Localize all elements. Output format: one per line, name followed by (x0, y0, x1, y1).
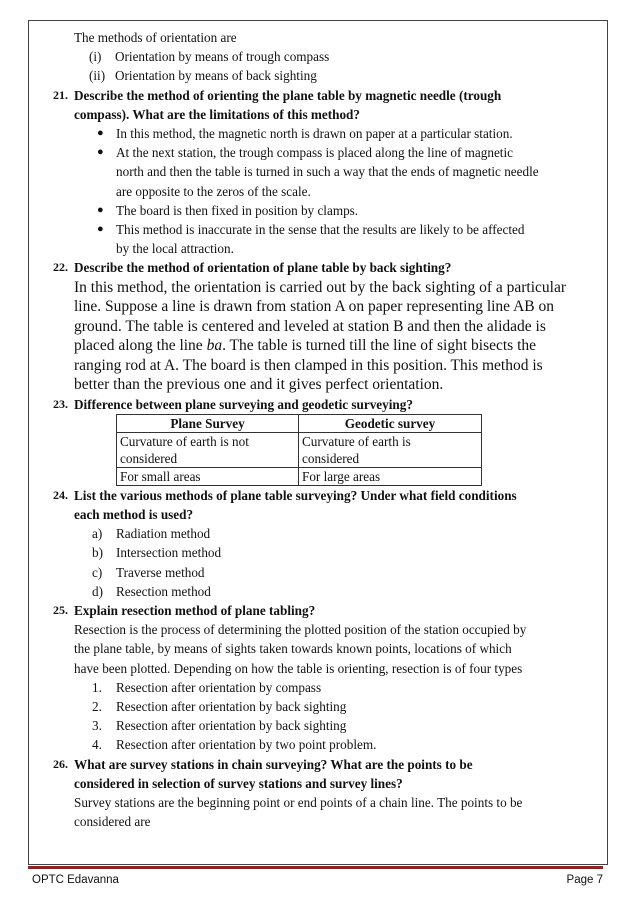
list-item: 3. Resection after orientation by back sighting (92, 718, 347, 734)
bullet-item: ● This method is inaccurate in the sense that the results are likely to be affected by the local attraction. (97, 222, 525, 257)
list-item: (i) Orientation by means of trough compass (89, 49, 330, 65)
table-row (117, 467, 482, 485)
page-content (48, 28, 600, 832)
table-row (117, 432, 482, 467)
bullet-item: ● In this method, the magnetic north is drawn on paper at a particular station. (48, 124, 600, 143)
comparison-table (116, 414, 482, 486)
bullet-icon: ● (97, 223, 104, 236)
list-item: (ii) Orientation by means of back sighting (89, 68, 317, 84)
list-item: d) Resection method (92, 583, 211, 599)
footer-divider (28, 866, 603, 869)
page-number: Page 7 (566, 874, 603, 886)
footer-institution: OPTC Edavanna (32, 874, 119, 886)
list-item: 1. Resection after orientation by compass (92, 679, 322, 695)
table-header: Geodetic survey (299, 414, 482, 432)
question-21: 21. Describe the method of orienting the plane table by magnetic needle (trough compass). What are the limitations of this method? (53, 87, 502, 122)
table-cell: For small areas (117, 467, 299, 485)
bullet-item: ● At the next station, the trough compass is placed along the line of magnetic north and then the table is turned in such a way that the ends of magnetic needle are opposite to the zeros of the scale. (97, 145, 539, 199)
list-item: 2. Resection after orientation by back sighting (92, 699, 347, 715)
question-25: 25. Explain resection method of plane tabling? (53, 603, 316, 619)
table-header-row (117, 414, 482, 432)
question-22: 22. Describe the method of orientation of plane table by back sighting? (53, 260, 452, 276)
list-item: 4. Resection after orientation by two point problem. (92, 737, 377, 753)
list-item: a) Radiation method (92, 526, 211, 542)
list-item: b) Intersection method (92, 545, 222, 561)
table-cell: For large areas (299, 467, 482, 485)
answer-25: Resection is the process of determining the plotted position of the station occupied by the plane table, by means of sights taken towards known points, locations of which have been plotted. Depending on how the table is orienting, resection is of four types (74, 622, 527, 676)
question-24: 24. List the various methods of plane table surveying? Under what field conditions each method is used? (53, 487, 517, 523)
table-cell: Curvature of earth is not considered (117, 432, 299, 467)
answer-22: In this method, the orientation is carried out by the back sighting of a particular line. Suppose a line is drawn from station A on paper representing line AB on ground. The table is centered and leveled at station B and then the alidade is placed along the line ba. The table is turned till the line of sight bisects the ranging rod at A. The board is then clamped in this position. This method is better than the previous one and it gives perfect orientation. (74, 278, 566, 394)
bullet-icon: ● (97, 127, 104, 140)
answer-26: Survey stations are the beginning point or end points of a chain line. The points to be considered are (74, 795, 523, 830)
bullet-icon: ● (97, 203, 104, 216)
bullet-icon: ● (97, 146, 104, 159)
list-item: c) Traverse method (92, 564, 205, 580)
bullet-item: ● The board is then fixed in position by clamps. (48, 201, 600, 220)
table-header: Plane Survey (117, 414, 299, 432)
table-cell: Curvature of earth is considered (299, 432, 482, 467)
question-23: 23. Difference between plane surveying and geodetic surveying? (53, 396, 413, 412)
intro-text: The methods of orientation are (74, 30, 237, 45)
question-26: 26. What are survey stations in chain surveying? What are the points to be considered in selection of survey stations and survey lines? (53, 756, 473, 791)
